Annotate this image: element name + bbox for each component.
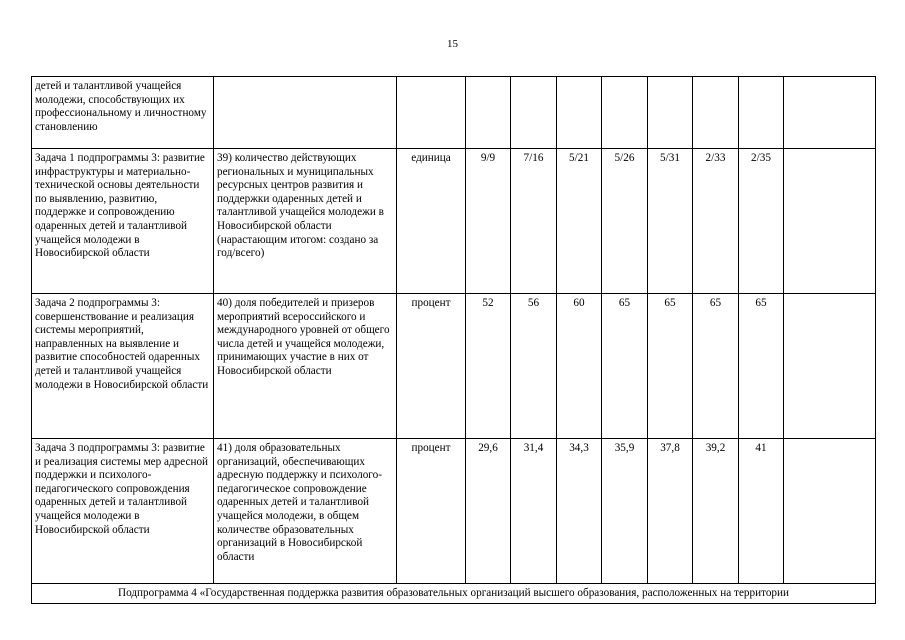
value-cell: 35,9: [602, 439, 648, 584]
value-cell: 5/21: [557, 149, 602, 294]
value-cell: 29,6: [466, 439, 511, 584]
value-cell: 5/31: [648, 149, 693, 294]
table-row: [32, 149, 876, 294]
value-cell: 34,3: [557, 439, 602, 584]
value-cell: 7/16: [511, 149, 557, 294]
value-cell: [557, 77, 602, 149]
value-cell: [602, 77, 648, 149]
value-cell: 52: [466, 294, 511, 439]
value-cell: 41: [739, 439, 784, 584]
indicator-cell: 39) количество действующих региональных и муниципальных ресурсных центров развития и поддержки одаренных детей и талантливой учащейся молодежи в Новосибирской области (нарастающим итогом: создано за год/всего): [214, 149, 397, 294]
value-cell: 37,8: [648, 439, 693, 584]
empty-cell: [784, 149, 876, 294]
empty-cell: [784, 294, 876, 439]
task-cell: Задача 2 подпрограммы 3: совершенствование и реализация системы мероприятий, направленных на выявление и развитие способностей одаренных детей и талантливой учащейся молодежи в Новосибирской области: [32, 294, 214, 439]
empty-cell: [784, 77, 876, 149]
value-cell: 9/9: [466, 149, 511, 294]
indicator-cell: 40) доля победителей и призеров мероприятий всероссийского и международного уровней от общего числа детей и учащейся молодежи, принимающих участие в них от Новосибирской области: [214, 294, 397, 439]
unit-cell: процент: [397, 294, 466, 439]
task-cell: детей и талантливой учащейся молодежи, способствующих их профессиональному и личностному становлению: [32, 77, 214, 149]
value-cell: [739, 77, 784, 149]
value-cell: [648, 77, 693, 149]
unit-cell: процент: [397, 439, 466, 584]
empty-cell: [784, 439, 876, 584]
indicators-table: [31, 76, 876, 604]
subprogram-heading: Подпрограмма 4 «Государственная поддержка развития образовательных организаций высшего образования, расположенных на территории: [32, 584, 876, 604]
value-cell: 2/33: [693, 149, 739, 294]
indicator-cell: 41) доля образовательных организаций, обеспечивающих адресную поддержку и психолого-педагогическое сопровождение одаренных детей и талантливой учащейся молодежи, в общем количестве образовательных организаций в Новосибирской области: [214, 439, 397, 584]
value-cell: 65: [739, 294, 784, 439]
value-cell: 65: [693, 294, 739, 439]
task-cell: Задача 1 подпрограммы 3: развитие инфраструктуры и материально-технической основы деятельности по выявлению, развитию, поддержке и сопровождению одаренных детей и талантливой учащейся молодежи в Новосибирской области: [32, 149, 214, 294]
value-cell: [466, 77, 511, 149]
table-row: [32, 439, 876, 584]
value-cell: 5/26: [602, 149, 648, 294]
value-cell: 60: [557, 294, 602, 439]
task-cell: Задача 3 подпрограммы 3: развитие и реализация системы мер адресной поддержки и психолого-педагогического сопровождения одаренных детей и талантливой учащейся молодежи в Новосибирской области: [32, 439, 214, 584]
value-cell: 2/35: [739, 149, 784, 294]
table-row: [32, 294, 876, 439]
unit-cell: единица: [397, 149, 466, 294]
value-cell: 56: [511, 294, 557, 439]
table-row: [32, 77, 876, 149]
page-number: 15: [447, 38, 458, 50]
value-cell: 65: [602, 294, 648, 439]
value-cell: 65: [648, 294, 693, 439]
unit-cell: [397, 77, 466, 149]
value-cell: [693, 77, 739, 149]
table-row: [32, 584, 876, 604]
value-cell: 31,4: [511, 439, 557, 584]
indicator-cell: [214, 77, 397, 149]
value-cell: [511, 77, 557, 149]
value-cell: 39,2: [693, 439, 739, 584]
